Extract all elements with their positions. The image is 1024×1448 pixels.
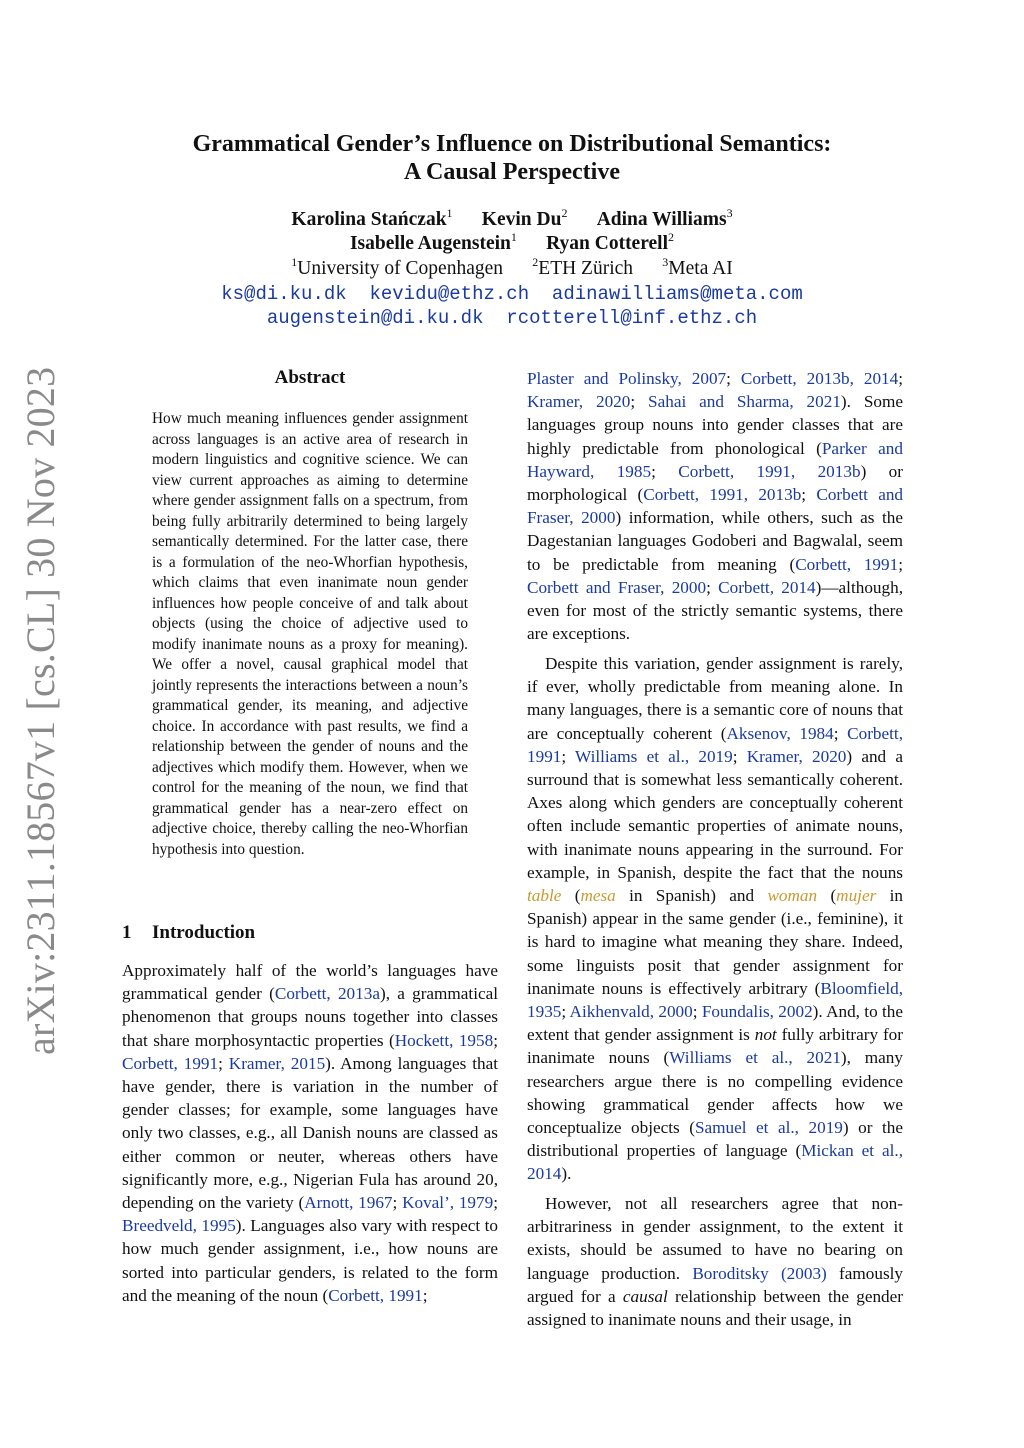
citation-link[interactable]: Bloomfield, 1935 (527, 978, 903, 1022)
citation-link[interactable]: Corbett, 1991 (527, 723, 903, 766)
citation-link[interactable]: Corbett, 1991, 2013b (678, 461, 861, 481)
email-link[interactable]: rcotterell@inf.ethz.ch (506, 307, 758, 329)
citation-link[interactable]: Corbett, 1991, 2013b (643, 485, 802, 505)
arxiv-sidebar (16, 366, 66, 1055)
citation-link[interactable]: Corbett, 2013a (274, 984, 380, 1004)
paper-title-line-2: A Causal Perspective (404, 159, 620, 185)
example-word: mujer (836, 886, 877, 906)
author-affiliation-mark: 3 (726, 206, 733, 220)
abstract-text: How much meaning influences gender assignment across languages is an active area of research in modern linguistics and cognitive science. We can view current approaches as aiming to determine where gender assignment falls on a spectrum, from being fully arbitrarily determined to being largely semantically determined. For the latter case, there is a formulation of the neo-Whorfian hypothesis, which claims that even inanimate noun gender influences how people conceive of and talk about objects (using the choice of adjective used to modify inanimate nouns as a proxy for meaning). We offer a novel, causal graphical model that jointly represents the interactions between a noun’s grammatical gender, its meaning, and adjective choice. In accordance with past results, we find a relationship between the gender of nouns and the adjectives which modify them. However, when we control for the meaning of the noun, we find that grammatical gender has a near-zero effect on adjective choice, thereby calling the neo-Whorfian hypothesis into question. (152, 410, 468, 858)
intro-paragraph-3: However, not all researchers agree that non-arbitrariness in gender assignment, to the extent it exists, should be assumed to have no bearing on language production. Boroditsky (2003) famously argued for a causal relationship between the gender assigned to inanimate nouns and their usage, in (527, 1194, 903, 1330)
email-link[interactable]: adinawilliams@meta.com (551, 283, 803, 305)
section-number: 1 (122, 922, 132, 943)
citation-link[interactable]: Corbett and Fraser, 2000 (527, 485, 904, 528)
citation-link[interactable]: Aksenov, 1984 (726, 723, 834, 743)
author-affiliation-mark: 1 (510, 230, 517, 244)
citation-link[interactable]: Williams et al., 2021 (669, 1048, 841, 1068)
example-word: table (527, 886, 562, 906)
citation-link[interactable]: Samuel et al., 2019 (694, 1118, 843, 1138)
citation-link[interactable]: Parker and Hayward, 1985 (527, 438, 903, 481)
author-line-2 (0, 232, 1024, 256)
citation-link[interactable]: Boroditsky (2003) (692, 1263, 827, 1283)
author-name: Kevin Du (481, 209, 562, 230)
author-name: Ryan Cotterell (546, 233, 669, 254)
affiliation-name: ETH Zürich (538, 258, 634, 279)
citation-link[interactable]: Corbett and Fraser, 2000 (527, 577, 707, 597)
section-heading-introduction (122, 922, 498, 944)
email-line-1 (0, 282, 1024, 306)
email-line-2 (0, 306, 1024, 330)
intro-paragraph-2: Despite this variation, gender assignment is rarely, if ever, wholly predictable from meaning alone. In many languages, there is a semantic core of nouns that are conceptually coherent (Aksenov, 1984; Corbett, 1991; Williams et al., 2019; Kramer, 2020) and a surround that is somewhat less semantically coherent. Axes along which genders are conceptually coherent often include semantic properties of animate nouns, with inanimate nouns appearing in the surround. For example, in Spanish, despite the fact that the nouns table (mesa in Spanish) and woman (mujer in Spanish) appear in the same gender (i.e., feminine), it is hard to imagine what meaning they share. Indeed, some linguists posit that gender assignment for inanimate nouns is effectively arbitrary (Bloomfield, 1935; Aikhenvald, 2000; Foundalis, 2002). And, to the extent that gender assignment is not fully arbitrary for inanimate nouns (Williams et al., 2021), many researchers argue there is no compelling evidence showing grammatical gender affects how we conceptualize objects (Samuel et al., 2019) or the distributional properties of language (Mickan et al., 2014). (527, 654, 903, 1184)
arxiv-identifier: arXiv:2311.18567v1 [cs.CL] 30 Nov 2023 (18, 366, 63, 1055)
citation-link[interactable]: Koval’, 1979 (402, 1193, 494, 1213)
citation-link[interactable]: Plaster and Polinsky, 2007 (527, 369, 727, 388)
affiliation-name: Meta AI (668, 258, 733, 279)
example-word: woman (767, 886, 818, 906)
citation-link[interactable]: Kramer, 2020 (527, 392, 631, 412)
intro-paragraph-1-continued: Plaster and Polinsky, 2007; Corbett, 2013b, 2014; Kramer, 2020; Sahai and Sharma, 2021). Some languages group nouns into gender classes that are highly predictable from phonological (Parker and Hayward, 1985; Corbett, 1991, 2013b) or morphological (Corbett, 1991, 2013b; Corbett and Fraser, 2000) information, while others, such as the Dagestanian languages Godoberi and Bagwalal, seem to be predictable from meaning (Corbett, 1991; Corbett and Fraser, 2000; Corbett, 2014)—although, even for most of the strictly semantic systems, there are exceptions. (527, 369, 904, 644)
paper-title-line-1: Grammatical Gender’s Influence on Distributional Semantics: (192, 131, 832, 157)
citation-link[interactable]: Breedveld, 1995 (122, 1216, 236, 1236)
citation-link[interactable]: Foundalis, 2002 (701, 1002, 813, 1022)
citation-link[interactable]: Corbett, 2014 (718, 577, 816, 597)
citation-link[interactable]: Kramer, 2015 (228, 1053, 326, 1073)
affiliation-mark: 2 (532, 255, 539, 269)
email-link[interactable]: ks@di.ku.dk (221, 283, 347, 305)
citation-link[interactable]: Arnott, 1967 (304, 1193, 393, 1213)
abstract-heading: Abstract (274, 367, 346, 388)
section-title: Introduction (152, 922, 256, 943)
intro-paragraph-1: Approximately half of the world’s languages have grammatical gender (Corbett, 2013a), a grammatical phenomenon that groups nouns together into classes that share morphosyntactic properties (Hockett, 1958; Corbett, 1991; Kramer, 2015). Among languages that have gender, there is variation in the number of gender classes; for example, some languages have only two classes, e.g., all Danish nouns are classed as either common or neuter, whereas others have significantly more, e.g., Nigerian Fula has around 20, depending on the variety (Arnott, 1967; Koval’, 1979; Breedveld, 1995). Languages also vary with respect to how much gender assignment, i.e., how nouns are sorted into particular genders, is related to the form and the meaning of the noun (Corbett, 1991; (122, 961, 499, 1305)
email-link[interactable]: kevidu@ethz.ch (369, 283, 530, 305)
affiliation-mark: 1 (291, 255, 298, 269)
author-name: Adina Williams (596, 209, 727, 230)
citation-link[interactable]: Sahai and Sharma, 2021 (648, 392, 841, 412)
citation-link[interactable]: Corbett, 1991 (328, 1285, 423, 1305)
affiliations (0, 257, 1024, 281)
author-affiliation-mark: 2 (668, 230, 675, 244)
citation-link[interactable]: Williams et al., 2019 (575, 746, 733, 766)
author-name: Karolina Stańczak (291, 209, 447, 230)
author-line-1 (0, 208, 1024, 232)
citation-link[interactable]: Mickan et al., 2014 (527, 1141, 903, 1184)
citation-link[interactable]: Corbett, 2013b, 2014 (740, 369, 899, 388)
author-name: Isabelle Augenstein (349, 233, 511, 254)
citation-link[interactable]: Aikhenvald, 2000 (569, 1002, 693, 1022)
citation-link[interactable]: Hockett, 1958 (394, 1030, 494, 1050)
citation-link[interactable]: Corbett, 1991 (122, 1053, 219, 1073)
author-affiliation-mark: 1 (446, 206, 453, 220)
email-link[interactable]: augenstein@di.ku.dk (266, 307, 484, 329)
citation-link[interactable]: Kramer, 2020 (746, 746, 847, 766)
affiliation-name: University of Copenhagen (297, 258, 504, 279)
author-affiliation-mark: 2 (561, 206, 568, 220)
affiliation-mark: 3 (662, 255, 669, 269)
citation-link[interactable]: Corbett, 1991 (795, 554, 899, 574)
example-word: mesa (580, 886, 616, 906)
